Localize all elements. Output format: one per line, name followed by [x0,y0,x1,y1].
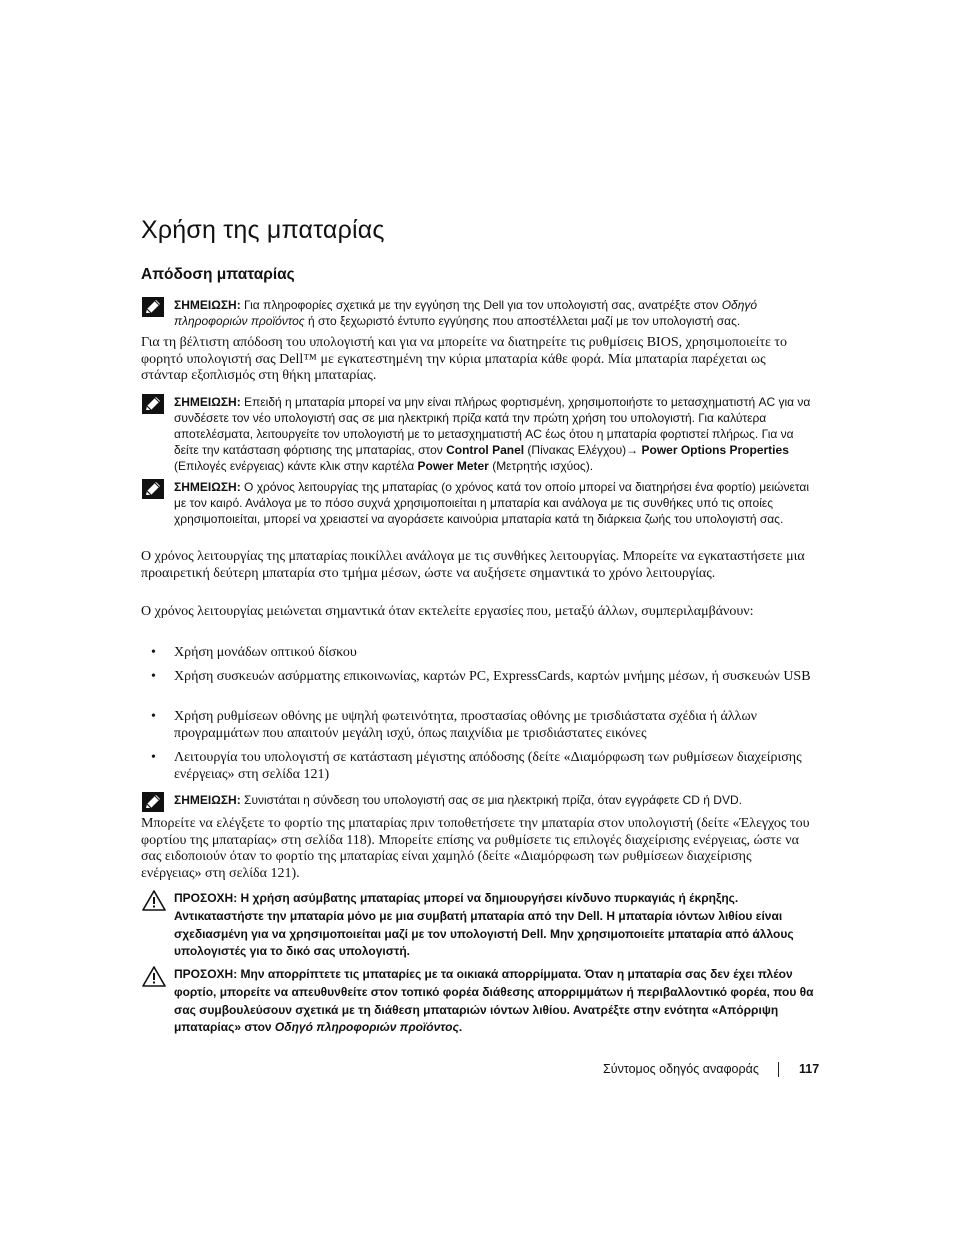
bullet-icon: • [151,645,156,660]
note-ref: Οδηγό πληροφοριών προϊόντος [174,298,758,328]
paragraph-reduced-time: Ο χρόνος λειτουργίας μειώνεται σημαντικά όταν εκτελείτε εργασίες που, μεταξύ άλλων, συμπεριλαμβάνουν: [141,604,754,619]
note-label: ΣΗΜΕΙΩΣΗ: [174,395,241,409]
note-label: ΣΗΜΕΙΩΣΗ: [174,793,241,807]
power-meter-ref: Power Meter [417,459,489,473]
warning-triangle-icon [142,890,166,917]
caution-incompatible-battery [174,890,814,961]
note-text: Ο χρόνος λειτουργίας της μπαταρίας (ο χρόνος κατά τον οποίο μπορεί να διατηρήσει ένα φορτίο) μειώνεται με τον καιρό. Ανάλογα με το πόσο συχνά χρησιμοποιείται η μπαταρία και ανάλογα με τις συνθήκες υπό τις οποίες χρησιμοποιείται, μπορεί να χρειαστεί να αγοράσετε καινούρια μπαταρία κατά τη διάρκεια ζωής του υπολογιστή σας. [174,480,810,526]
page-title: Χρήση της μπαταρίας [141,216,385,244]
note-text: (Μετρητής ισχύος). [488,459,594,473]
note-text: (Πίνακας Ελέγχου)→ [524,443,642,457]
note-text: ή στο ξεχωριστό έντυπο εγγύησης που αποστέλλεται μαζί με τον υπολογιστή σας. [304,314,741,328]
section-heading: Απόδοση μπαταρίας [141,266,295,283]
bullet-icon: • [151,709,156,724]
note-ac-adapter [174,394,814,474]
list-item-text: Λειτουργία του υπολογιστή σε κατάσταση μέγιστης απόδοσης (δείτε «Διαμόρφωση των ρυθμίσεων διαχείρισης ενέργειας» στη σελίδα 121) [174,750,802,782]
note-warranty [174,297,814,329]
note-battery-life [174,479,814,527]
caution-label: ΠΡΟΣΟΧΗ: [174,967,238,981]
pencil-note-icon [142,479,164,503]
caution-text: Η χρήση ασύμβατης μπαταρίας μπορεί να δημιουργήσει κίνδυνο πυρκαγιάς ή έκρηξης. Αντικαταστήστε την μπαταρία μόνο με μια συμβατή μπαταρία από την Dell. Η μπαταρία ιόντων λιθίου είναι σχεδιασμένη για να χρησιμοποιείται μαζί με τον υπολογιστή Dell. Μην χρησιμοποιείτε μπαταρία από άλλους υπολογιστές για το δικό σας υπολογιστή. [174,891,794,959]
note-text: Συνιστάται η σύνδεση του υπολογιστή σας σε μια ηλεκτρική πρίζα, όταν εγγράφετε CD ή DVD. [240,793,742,807]
bullet-icon: • [151,750,156,765]
paragraph-operating-time: Ο χρόνος λειτουργίας της μπαταρίας ποικίλλει ανάλογα με τις συνθήκες λειτουργίας. Μπορείτε να εγκαταστήσετε μια προαιρετική δεύτερη μπαταρία στο τμήμα μέσων, ώστε να αυξήσετε σημαντικά το χρόνο λειτουργίας. [141,549,805,581]
caution-ref: Οδηγό πληροφοριών προϊόντος [274,1020,459,1035]
warning-triangle-icon [142,966,166,993]
control-panel-ref: Control Panel [446,443,525,457]
paragraph-bios: Για τη βέλτιστη απόδοση του υπολογιστή και για να μπορείτε να διατηρείτε τις ρυθμίσεις BIOS, χρησιμοποιείτε το φορητό υπολογιστή σας Dell™ με εγκατεστημένη την κύρια μπαταρία κάθε φορά. Μία μπαταρία παρέχεται ως στάνταρ εξοπλισμός στη θήκη μπαταρίας. [141,335,788,384]
footer-label: Σύντομος οδηγός αναφοράς [603,1062,759,1076]
page-number: 117 [799,1062,820,1076]
caution-text: Μην απορρίπτετε τις μπαταρίες με τα οικιακά απορρίμματα. Όταν η μπαταρία σας δεν έχει πλέον φορτίο, μπορείτε να απευθυνθείτε στον τοπικό φορέα διάθεσης απορριμμάτων ή περιβαλλοντικό φορέα, που θα σας συμβουλεύσουν σχετικά με τη διάθεση μπαταριών ιόντων λιθίου. Ανατρέξτε στην ενότητα «Απόρριψη μπαταρίας» στον [174,967,814,1035]
pencil-note-icon [142,394,164,418]
caution-disposal [174,966,814,1037]
note-text: Επειδή η μπαταρία μπορεί να μην είναι πλήρως φορτισμένη, χρησιμοποιήστε το μετασχηματιστή AC για να συνδέσετε τον νέο υπολογιστή σας σε μια ηλεκτρική πρίζα κατά την πρώτη χρήση του υπολογιστή. Για καλύτερα αποτελέσματα, λειτουργείτε τον υπολογιστή με το μετασχηματιστή AC έως ότου η μπαταρία φορτιστεί πλήρως. Για να δείτε την κατάσταση φόρτισης της μπαταρίας, στον [174,395,811,457]
pencil-note-icon [142,297,164,321]
list-item-text: Χρήση ρυθμίσεων οθόνης με υψηλή φωτεινότητα, προστασίας οθόνης με τρισδιάστατα σχέδια ή άλλων προγραμμάτων που απαιτούν μεγάλη ισχύ, όπως παιχνίδια με τρισδιάστατες εικόνες [174,709,757,741]
note-text: (Επιλογές ενέργειας) κάντε κλικ στην καρτέλα [174,459,418,473]
note-label: ΣΗΜΕΙΩΣΗ: [174,298,241,312]
pencil-note-icon [142,792,164,816]
power-options-ref: Power Options Properties [641,443,789,457]
note-text: Για πληροφορίες σχετικά με την εγγύηση της Dell για τον υπολογιστή σας, ανατρέξτε στον [240,298,722,312]
paragraph-check-charge: Μπορείτε να ελέγξετε το φορτίο της μπαταρίας πριν τοποθετήσετε την μπαταρία στον υπολογιστή (δείτε «Έλεγχος του φορτίου της μπαταρίας» στη σελίδα 118). Μπορείτε επίσης να ρυθμίσετε τις επιλογές διαχείρισης ενέργειας, ώστε να σας ειδοποιούν όταν το φορτίο της μπαταρίας είναι χαμηλό (δείτε «Διαμόρφωση των ρυθμίσεων διαχείρισης ενέργειας» στη σελίδα 121). [141,816,810,881]
note-cd-dvd [174,792,814,808]
note-label: ΣΗΜΕΙΩΣΗ: [174,480,241,494]
footer-divider [778,1062,779,1077]
list-item-text: Χρήση μονάδων οπτικού δίσκου [174,645,357,660]
caution-text: . [458,1020,463,1035]
caution-label: ΠΡΟΣΟΧΗ: [174,891,238,905]
list-item-text: Χρήση συσκευών ασύρματης επικοινωνίας, καρτών PC, ExpressCards, καρτών μνήμης μέσων, ή συσκευών USB [174,669,811,684]
bullet-icon: • [151,669,156,684]
